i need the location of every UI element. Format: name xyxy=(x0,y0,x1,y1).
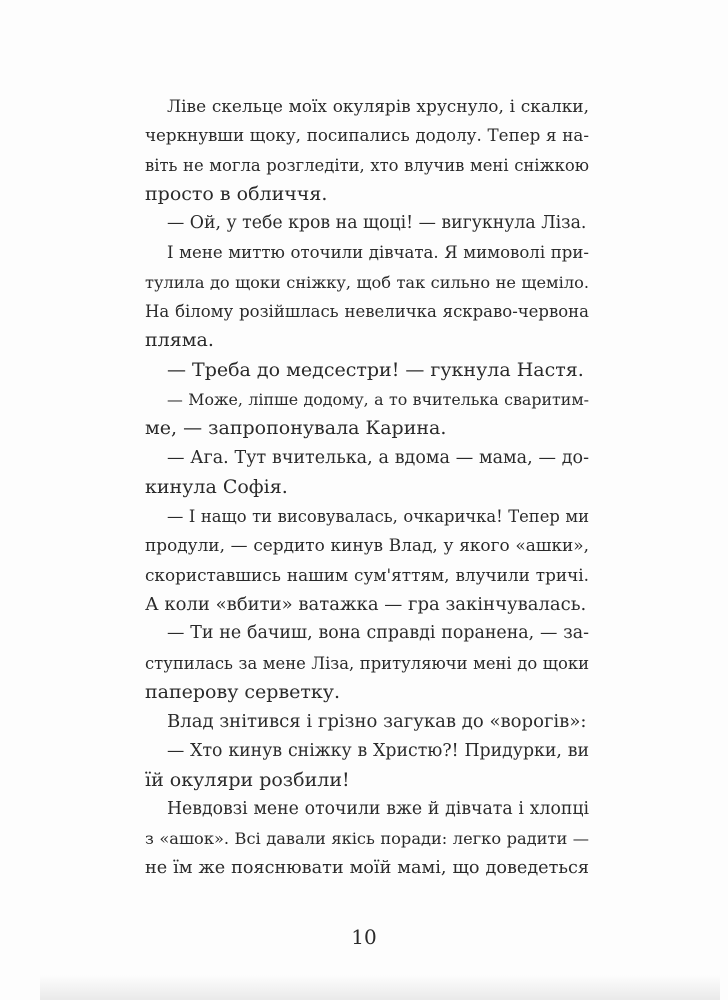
page-bottom-shadow xyxy=(40,975,720,1000)
page-number: 10 xyxy=(351,925,377,949)
text-line: — Ага. Тут вчителька, а вдома — мама, — до- xyxy=(167,447,589,468)
text-line: — Ой, у тебе кров на щоці! — вигукнула Ліза. xyxy=(167,213,587,234)
text-line: кинула Софія. xyxy=(145,475,288,498)
text-line: — Ти не бачиш, вона справді поранена, — за- xyxy=(167,623,589,644)
text-line: — Може, ліпше додому, а то вчителька сваритим- xyxy=(167,389,589,409)
text-line: А коли «вбити» ватажка — гра закінчувалась. xyxy=(145,594,587,616)
text-line: з «ашок». Всі давали якісь поради: легко радити — xyxy=(145,829,589,849)
text-line: — Хто кинув сніжку в Христю?! Придурки, ви xyxy=(167,740,589,761)
text-line: — Треба до медсестри! — гукнула Настя. xyxy=(167,358,584,381)
text-line: пляма. xyxy=(145,329,214,352)
text-line: ступилась за мене Ліза, притуляючи мені до щоки xyxy=(145,653,589,673)
text-line: черкнувши щоку, посипались додолу. Тепер я на- xyxy=(145,125,589,146)
text-line: На білому розійшлась невеличка яскраво-червона xyxy=(145,302,589,322)
text-line: просто в обличчя. xyxy=(145,182,328,205)
text-line: паперову серветку. xyxy=(145,680,341,703)
text-line: Влад знітився і грізно загукав до «ворогів»: xyxy=(167,711,587,733)
text-line: — І нащо ти висовувалась, очкаричка! Тепер ми xyxy=(167,507,589,527)
text-line: продули, — сердито кинув Влад, у якого «ашки», xyxy=(145,535,589,556)
body-text xyxy=(145,92,589,883)
text-line: тулила до щоки сніжку, щоб так сильно не щеміло. xyxy=(145,272,589,292)
text-line: Ліве скельце моїх окулярів хруснуло, і скалки, xyxy=(167,96,589,116)
text-line: Невдовзі мене оточили вже й дівчата і хлопці xyxy=(167,799,589,820)
text-line: І мене миттю оточили дівчата. Я мимоволі при- xyxy=(167,243,589,263)
text-line: скориставшись нашим сум'яттям, влучили тричі. xyxy=(145,564,589,585)
text-line: віть не могла розгледіти, хто влучив мені сніжкою xyxy=(145,155,589,175)
text-line: не їм же пояснювати моїй мамі, що доведеться xyxy=(145,857,589,878)
text-line: ме, — запропонувала Карина. xyxy=(145,417,447,440)
text-line: їй окуляри розбили! xyxy=(145,768,350,791)
